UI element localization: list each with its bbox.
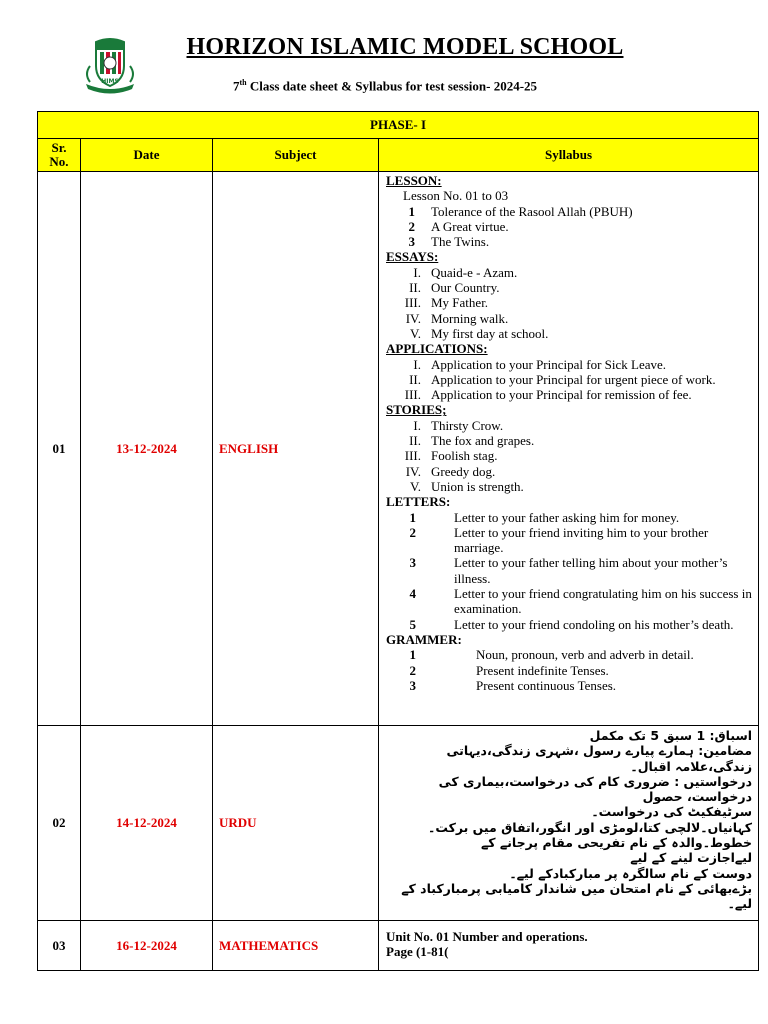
stories-heading: STORIES;: [386, 402, 447, 418]
list-item: 3 Present continuous Tenses.: [409, 677, 617, 693]
list-item: 2 A Great virtue.: [408, 218, 509, 234]
math-pages: Page (1-81(: [386, 944, 449, 959]
urdu-line: خطوط۔والدہ کے نام تفریحی مقام پرجانے کے: [480, 835, 753, 851]
list-item: 1 Tolerance of the Rasool Allah (PBUH): [408, 203, 633, 219]
table-row: [38, 726, 759, 921]
urdu-line: درخواستیں : ضروری کام کی درخواست،بیماری کی درخواست، حصول: [438, 773, 753, 805]
list-item: 4 Letter to your friend congratulating him on his success in examination.: [409, 586, 752, 617]
date-cell: 13-12-2024: [81, 172, 213, 726]
header-row: [38, 139, 759, 172]
urdu-line: مضامین: ہمارے پیارے رسول ،شہری زندگی،دیہاتی زندگی،علامہ اقبال۔: [446, 743, 753, 774]
syllabus-cell: [379, 172, 759, 726]
col-subject: Subject: [213, 139, 379, 172]
date-cell: 14-12-2024: [81, 726, 213, 921]
list-item: IV. Greedy dog.: [405, 463, 496, 479]
list-item: III. Application to your Principal for remission of fee.: [404, 387, 692, 403]
col-syllabus: Syllabus: [379, 139, 759, 172]
applications-heading: APPLICATIONS:: [386, 341, 488, 357]
letters-heading: LETTERS:: [386, 494, 451, 510]
lesson-heading: LESSON:: [386, 173, 442, 188]
urdu-line: بڑےبھائی کے نام امتحان میں شاندار کامیابی پرمبارکباد کے لیے۔: [401, 880, 753, 912]
date-cell: 16-12-2024: [81, 921, 213, 971]
table-row: [38, 172, 759, 726]
list-item: 3 The Twins.: [408, 234, 490, 250]
urdu-line: اسباق: 1 سبق 5 تک مکمل: [589, 728, 753, 743]
grammar-heading: GRAMMER:: [386, 631, 462, 647]
phase-row: [38, 112, 759, 139]
urdu-line: دوست کے نام سالگرہ پر مبارکبادکے لیے۔: [509, 865, 753, 881]
list-item: 2 Present indefinite Tenses.: [409, 662, 609, 678]
col-sr-no: Sr. No.: [38, 139, 81, 172]
list-item: V. My first day at school.: [410, 325, 549, 341]
list-item: 1 Letter to your father asking him for money.: [409, 509, 680, 525]
syllabus-cell: [379, 921, 759, 971]
phase-label: PHASE- I: [38, 112, 759, 139]
urdu-line: سرٹیفکیٹ کی درخواست۔: [591, 804, 753, 820]
math-unit: Unit No. 01 Number and operations.: [386, 929, 588, 944]
list-item: I. Quaid-e - Azam.: [413, 264, 518, 280]
list-item: II. Application to your Principal for urgent piece of work.: [409, 371, 716, 387]
list-item: 1 Noun, pronoun, verb and adverb in detail.: [409, 647, 694, 663]
urdu-line: لیےاجازت لینے کے لیے: [630, 850, 753, 866]
list-item: V. Union is strength.: [410, 478, 524, 494]
date-sheet-subtitle: 7th Class date sheet & Syllabus for test session- 2024-25: [232, 78, 538, 94]
essays-heading: ESSAYS:: [386, 249, 439, 265]
list-item: III. Foolish stag.: [404, 448, 498, 464]
urdu-line: کہانیاں۔لالچی کتا،لومڑی اور انگور،اتفاق میں برکت۔: [428, 819, 753, 835]
syllabus-cell: [379, 726, 759, 921]
col-date: Date: [81, 139, 213, 172]
list-item: I. Application to your Principal for Sick Leave.: [413, 356, 667, 372]
school-logo: [80, 36, 140, 94]
list-item: II. Our Country.: [409, 280, 500, 296]
sr-no-cell: 01: [38, 172, 81, 726]
list-item: I. Thirsty Crow.: [413, 417, 504, 433]
sr-no-cell: 02: [38, 726, 81, 921]
list-item: III. My Father.: [404, 295, 489, 311]
school-title: HORIZON ISLAMIC MODEL SCHOOL: [186, 34, 624, 60]
list-item: II. The fox and grapes.: [409, 433, 535, 449]
sr-no-cell: 03: [38, 921, 81, 971]
subject-cell: ENGLISH: [213, 172, 379, 726]
list-item: 3 Letter to your father telling him about your mother’s illness.: [409, 555, 728, 586]
date-sheet-table: [37, 111, 759, 971]
table-row: [38, 921, 759, 971]
svg-text:HIMS: HIMS: [101, 78, 119, 85]
list-item: IV. Morning walk.: [405, 310, 509, 326]
lesson-range: Lesson No. 01 to 03: [403, 188, 509, 204]
subject-cell: MATHEMATICS: [213, 921, 379, 971]
subject-cell: URDU: [213, 726, 379, 921]
list-item: 2 Letter to your friend inviting him to your brother marriage.: [409, 524, 709, 556]
list-item: 5 Letter to your friend condoling on his mother’s death.: [409, 616, 734, 632]
